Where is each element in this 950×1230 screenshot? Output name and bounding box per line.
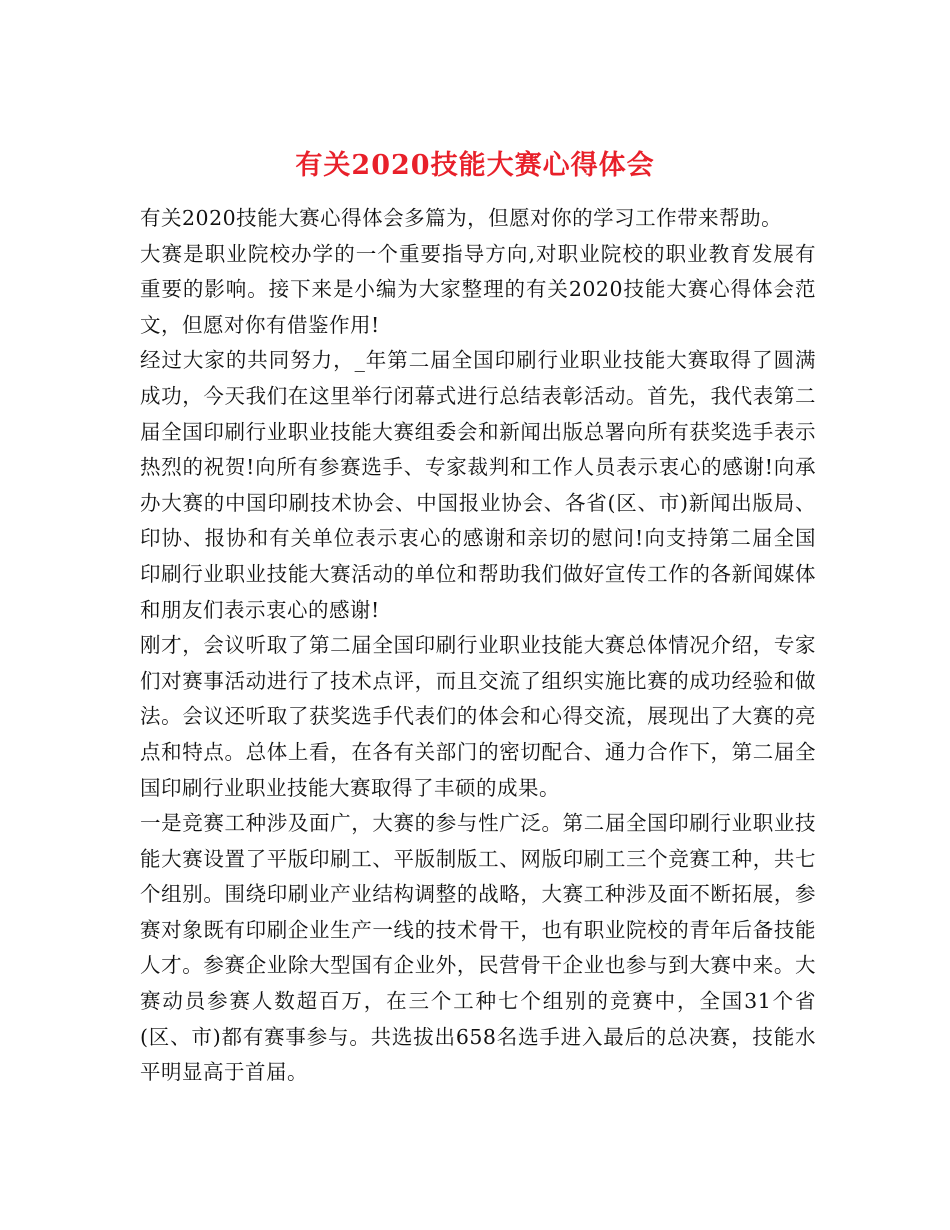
paragraph-overview: 大赛是职业院校办学的一个重要指导方向,对职业院校的职业教育发展有重要的影响。接下来是小编为大家整理的有关2020技能大赛心得体会范文，但愿对你有借鉴作用! bbox=[140, 241, 816, 337]
paragraph-summary: 刚才，会议听取了第二届全国印刷行业职业技能大赛总体情况介绍，专家们对赛事活动进行了技术点评，而且交流了组织实施比赛的成功经验和做法。会议还听取了获奖选手代表们的体会和心得交流，展现出了大赛的亮点和特点。总体上看，在各有关部门的密切配合、通力合作下，第二届全国印刷行业职业技能大赛取得了丰硕的成果。 bbox=[140, 633, 816, 800]
document-body bbox=[140, 201, 816, 1091]
document-title: 有关2020技能大赛心得体会 bbox=[295, 150, 655, 182]
paragraph-thanks: 经过大家的共同努力，_年第二届全国印刷行业职业技能大赛取得了圆满成功，今天我们在这里举行闭幕式进行总结表彰活动。首先，我代表第二届全国印刷行业职业技能大赛组委会和新闻出版总署向所有获奖选手表示热烈的祝贺!向所有参赛选手、专家裁判和工作人员表示衷心的感谢!向承办大赛的中国印刷技术协会、中国报业协会、各省(区、市)新闻出版局、印协、报协和有关单位表示衷心的感谢和亲切的慰问!向支持第二届全国印刷行业职业技能大赛活动的单位和帮助我们做好宣传工作的各新闻媒体和朋友们表示衷心的感谢! bbox=[140, 348, 816, 622]
paragraph-intro: 有关2020技能大赛心得体会多篇为，但愿对你的学习工作带来帮助。 bbox=[140, 206, 783, 230]
paragraph-point-one: 一是竞赛工种涉及面广，大赛的参与性广泛。第二届全国印刷行业职业技能大赛设置了平版印刷工、平版制版工、网版印刷工三个竞赛工种，共七个组别。围绕印刷业产业结构调整的战略，大赛工种涉及面不断拓展，参赛对象既有印刷企业生产一线的技术骨干，也有职业院校的青年后备技能人才。参赛企业除大型国有企业外，民营骨干企业也参与到大赛中来。大赛动员参赛人数超百万，在三个工种七个组别的竞赛中，全国31个省(区、市)都有赛事参与。共选拔出658名选手进入最后的总决赛，技能水平明显高于首届。 bbox=[140, 811, 816, 1085]
